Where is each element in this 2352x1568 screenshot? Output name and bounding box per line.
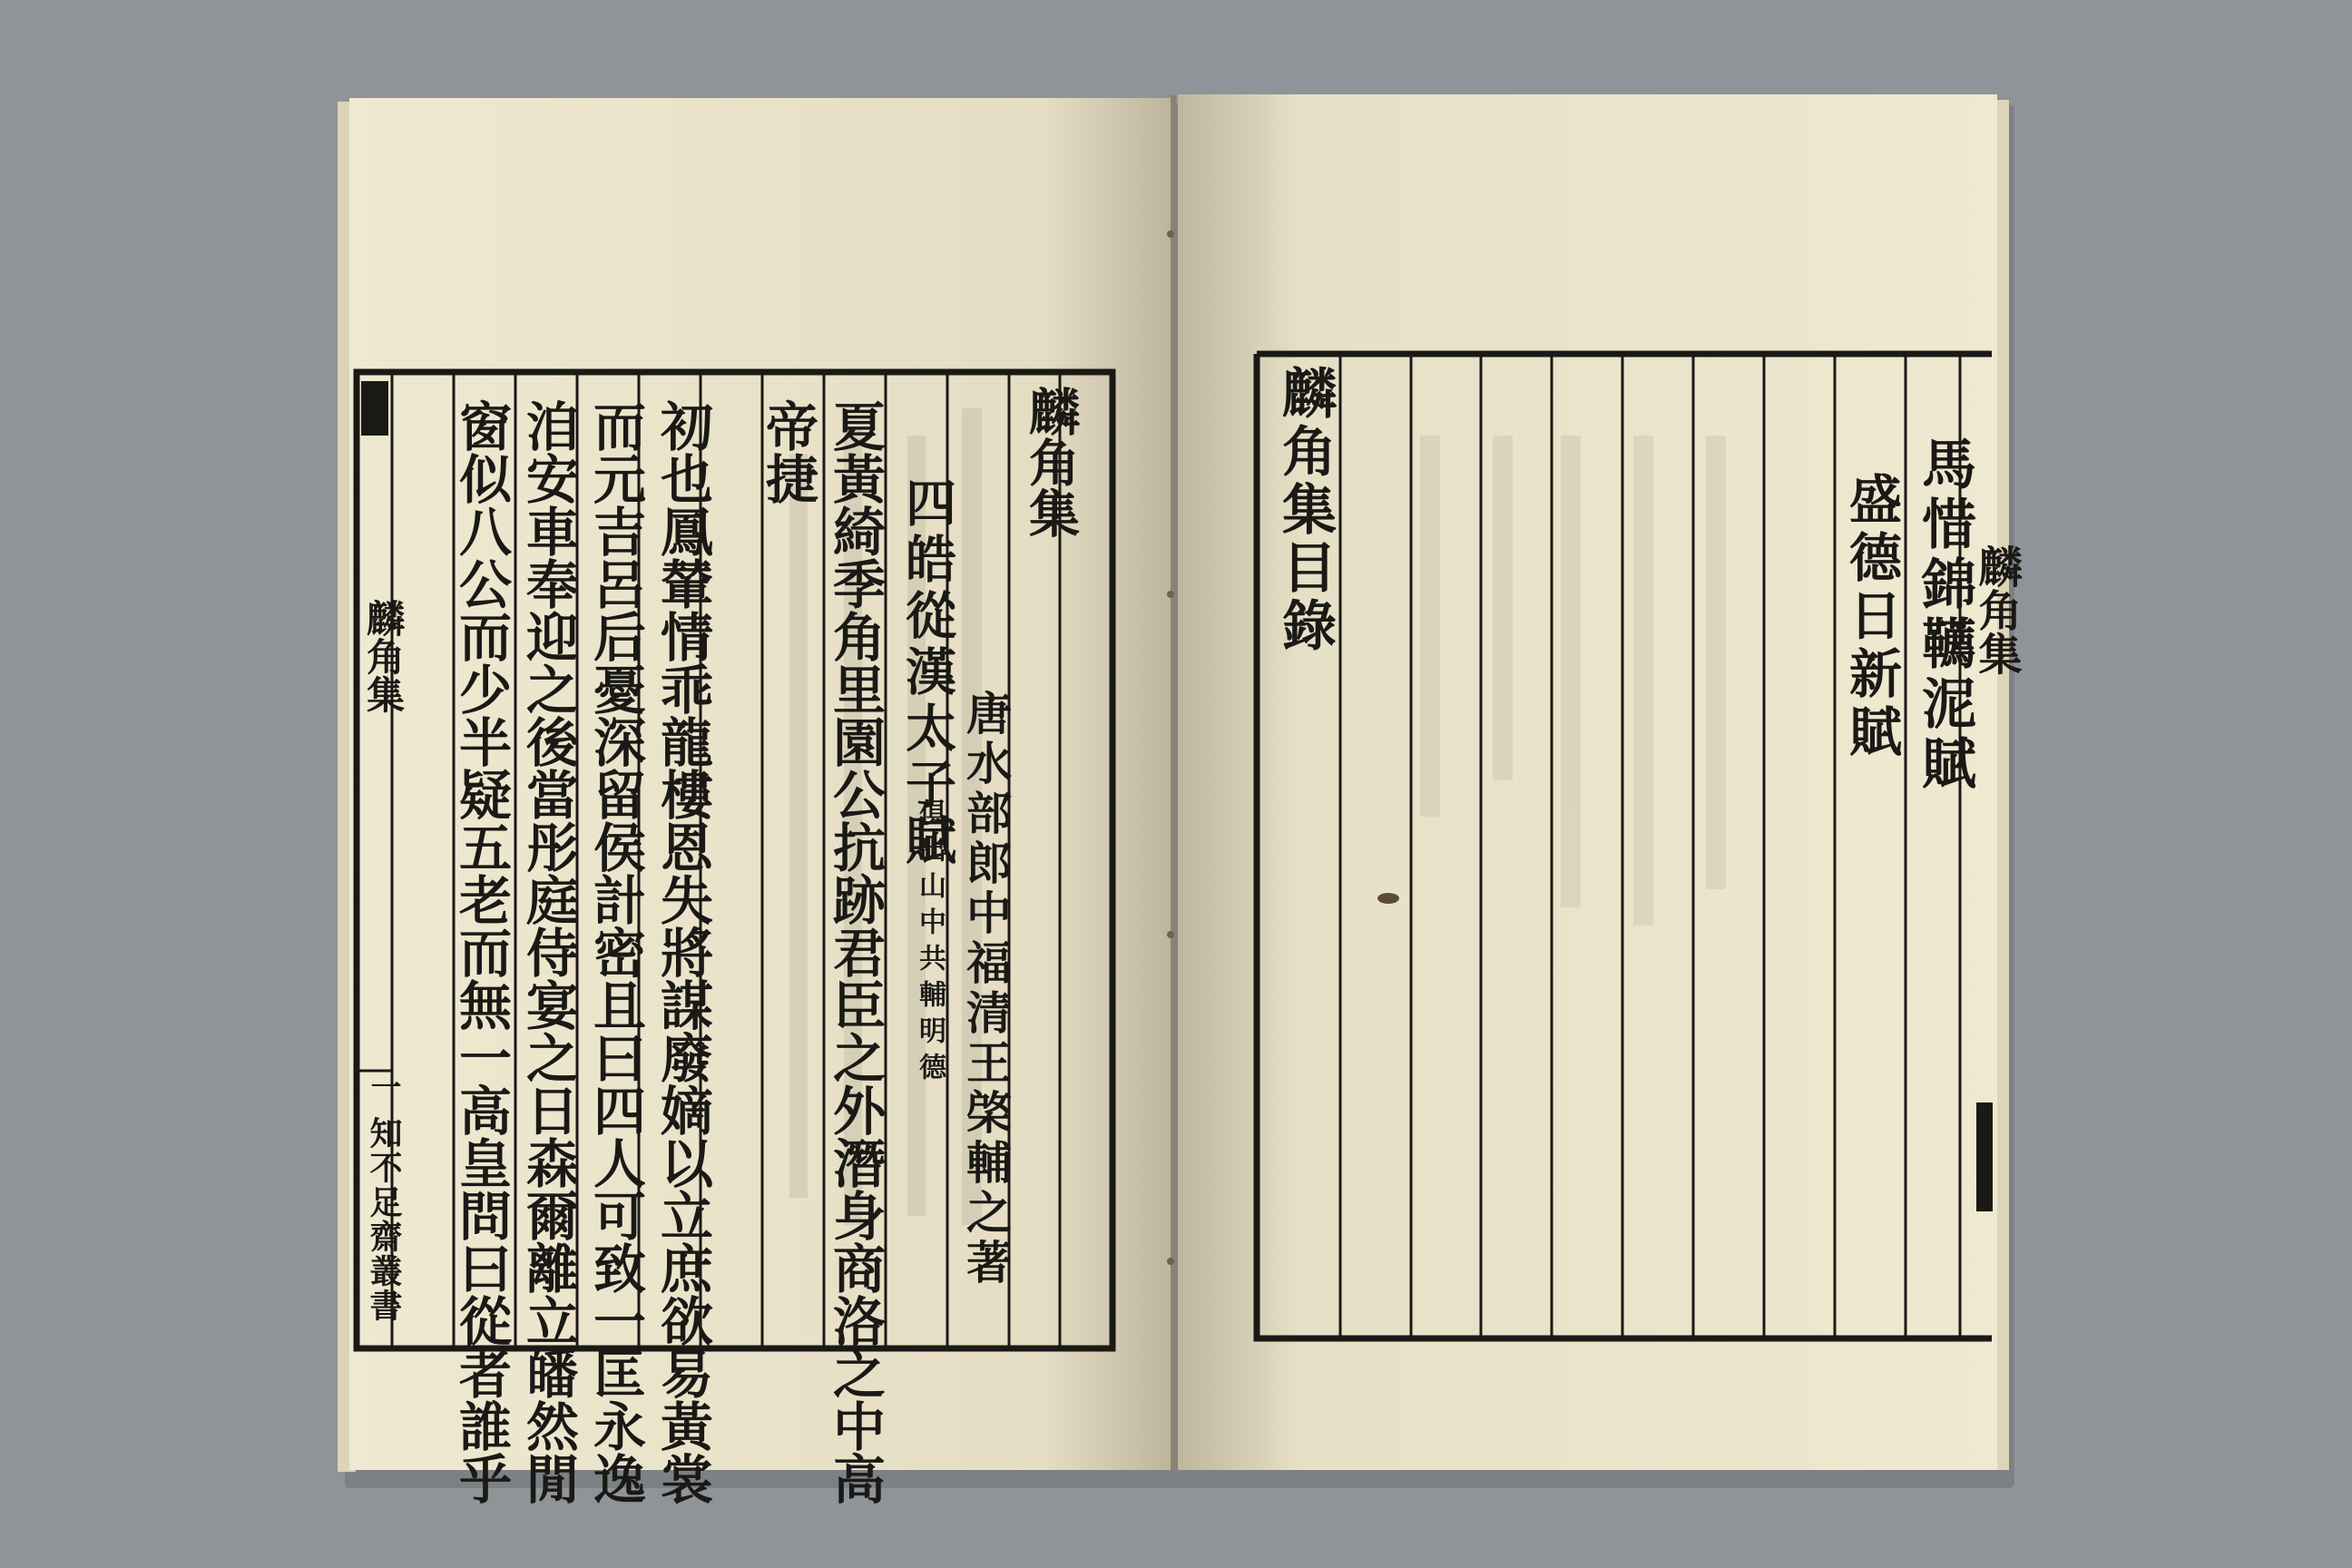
text-column: 而元吉呂后憂深留侯計密且曰四人可致一匡永逸 <box>584 399 646 1504</box>
margin-fragment: 麟角集 <box>1971 544 2022 675</box>
book-title: 麟角集 <box>1021 386 1081 538</box>
toc-entry: 盛德日新賦 <box>1840 472 1902 762</box>
text-column: 初也鳳輦情乖龍樓恩失將謀廢嫡以立庶欲易黃裳 <box>652 399 713 1504</box>
text-column: 夏黃綺季角里園公抗跡君臣之外潛身商洛之中高 <box>824 399 886 1504</box>
paper-spot <box>1377 893 1399 904</box>
binding-hole <box>1167 591 1174 598</box>
author-line: 唐水部郎中福清王棨輔之著 <box>959 690 1013 1289</box>
ink-mark <box>1976 1102 1993 1211</box>
fishtail-mark <box>361 381 388 436</box>
text-column: 帝捷 <box>757 399 818 505</box>
binding-hole <box>1167 1258 1174 1265</box>
margin-studio: 知不足齋叢書 <box>365 1116 403 1323</box>
margin-title: 麟角集 <box>361 599 406 713</box>
right-page <box>1178 94 1997 1470</box>
toc-title: 麟角集目錄 <box>1273 365 1337 655</box>
toc-entry: 馬惜錦韉泥賦 <box>1913 436 1976 795</box>
margin-folio: 一 <box>365 1071 401 1102</box>
text-column: 窗似八公而少半疑五老而無一高皇問曰從者誰乎 <box>450 399 512 1504</box>
text-column: 洎安車奉迎之後當彤庭侍宴之日森爾離立皤然閒 <box>517 399 579 1504</box>
binding-hole <box>1167 931 1174 938</box>
binding-hole <box>1167 230 1174 238</box>
piece-title: 四皓從漢太子賦 <box>897 476 957 870</box>
rhyme-note: 俱出山中共輔明德 <box>914 799 946 1089</box>
